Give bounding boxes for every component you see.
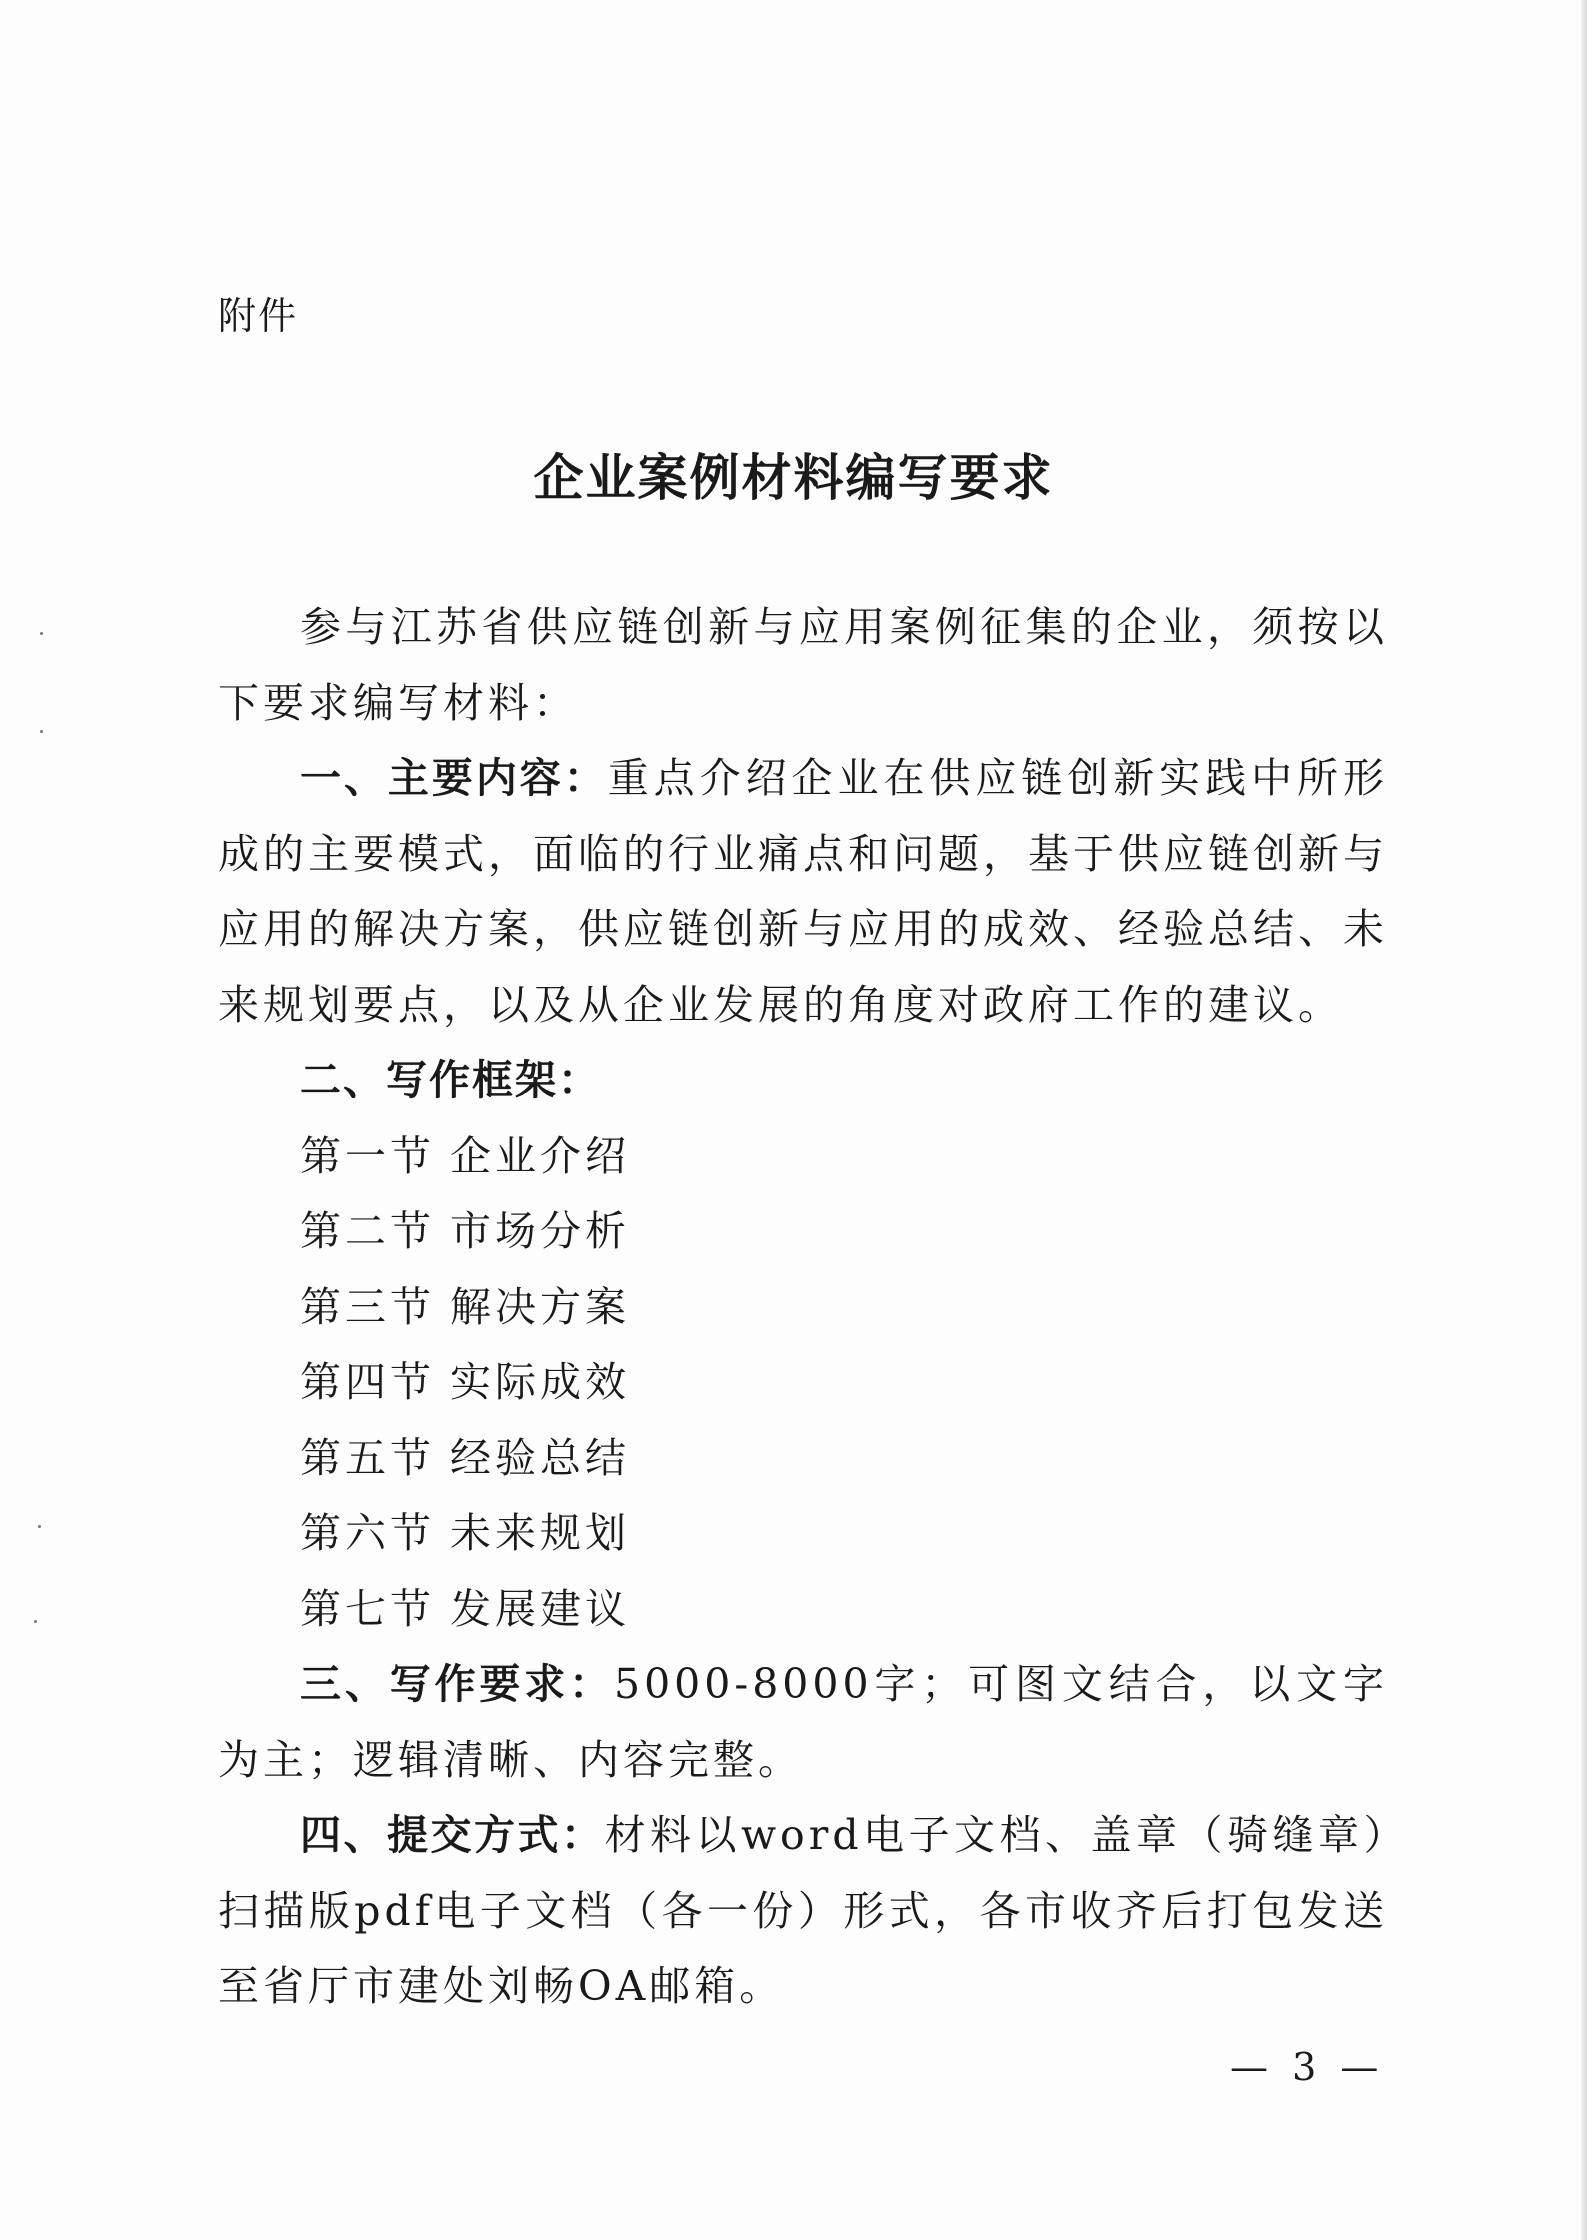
writing-requirements-heading: 三、写作要求： bbox=[300, 1660, 615, 1708]
section-number: 第六节 bbox=[300, 1509, 435, 1557]
list-item bbox=[218, 1345, 1388, 1421]
section-number: 第二节 bbox=[300, 1207, 435, 1255]
section-name: 实际成效 bbox=[450, 1358, 630, 1406]
submission-paragraph bbox=[218, 1798, 1388, 2025]
writing-requirements-paragraph bbox=[218, 1647, 1388, 1798]
attachment-label: 附件 bbox=[218, 294, 299, 338]
main-content-text: 重点介绍企业在供应链创新实践中所形成的主要模式，面临的行业痛点和问题，基于供应链创新与应用的解决方案，供应链创新与应用的成效、经验总结、未来规划要点，以及从企业发展的角度对政府工作的建议。 bbox=[218, 754, 1389, 1029]
section-number: 第四节 bbox=[300, 1358, 435, 1406]
section-name: 经验总结 bbox=[450, 1433, 630, 1482]
section-name: 发展建议 bbox=[450, 1584, 630, 1633]
document-title: 企业案例材料编写要求 bbox=[533, 448, 1054, 507]
section-name: 未来规划 bbox=[450, 1509, 630, 1557]
framework-section-list bbox=[218, 1119, 1388, 1648]
document-body bbox=[218, 590, 1388, 2025]
scan-speck bbox=[40, 632, 43, 635]
framework-heading-paragraph bbox=[218, 1043, 1388, 1119]
submission-heading: 四、提交方式： bbox=[300, 1811, 605, 1859]
section-name: 市场分析 bbox=[450, 1207, 630, 1255]
section-number: 第七节 bbox=[300, 1584, 435, 1633]
framework-heading: 二、写作框架： bbox=[300, 1056, 601, 1104]
list-item bbox=[218, 1421, 1388, 1497]
section-name: 解决方案 bbox=[450, 1282, 630, 1331]
section-name: 企业介绍 bbox=[450, 1131, 630, 1180]
submission-text: 材料以word电子文档、盖章（骑缝章）扫描版pdf电子文档（各一份）形式，各市收齐后打包发送至省厅市建处刘畅OA邮箱。 bbox=[218, 1811, 1389, 2010]
main-content-heading: 一、主要内容： bbox=[300, 754, 608, 802]
scan-edge bbox=[1581, 0, 1587, 2240]
scan-speck bbox=[40, 730, 43, 733]
section-number: 第一节 bbox=[300, 1131, 435, 1180]
writing-requirements-text: 5000-8000字；可图文结合，以文字为主；逻辑清晰、内容完整。 bbox=[218, 1660, 1388, 1784]
intro-paragraph: 参与江苏省供应链创新与应用案例征集的企业，须按以下要求编写材料： bbox=[218, 603, 1388, 727]
page-number: — 3 — bbox=[1230, 2045, 1385, 2089]
main-content-paragraph bbox=[218, 741, 1388, 1043]
scan-speck bbox=[38, 1525, 41, 1528]
list-item bbox=[218, 1270, 1388, 1346]
section-number: 第三节 bbox=[300, 1282, 435, 1331]
list-item bbox=[218, 1194, 1388, 1270]
list-item bbox=[218, 1572, 1388, 1648]
list-item bbox=[218, 1496, 1388, 1572]
scan-speck bbox=[34, 1620, 37, 1623]
list-item bbox=[218, 1119, 1388, 1195]
section-number: 第五节 bbox=[300, 1433, 435, 1482]
